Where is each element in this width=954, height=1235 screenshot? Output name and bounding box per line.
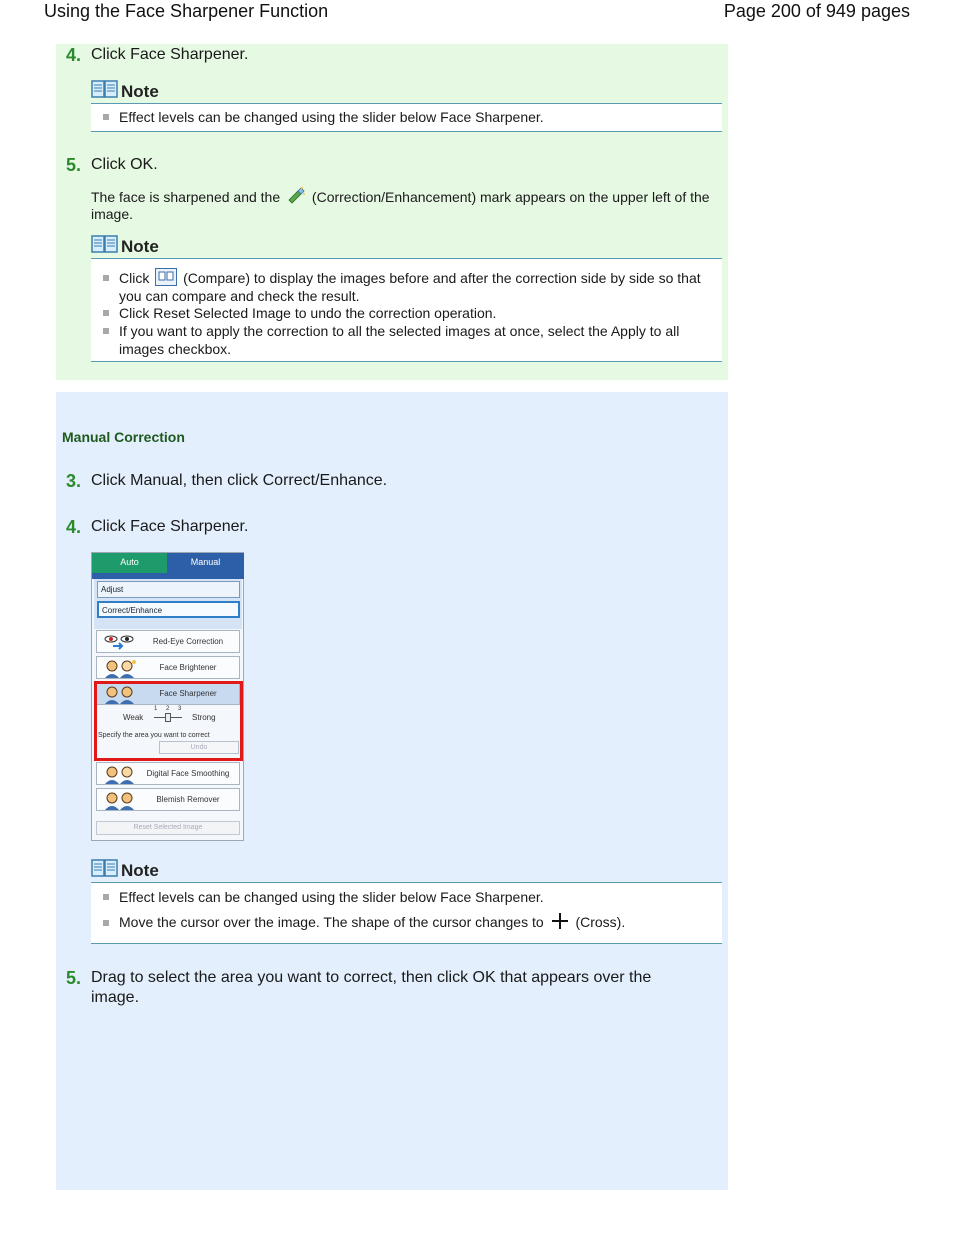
adjust-button[interactable]: Adjust: [97, 581, 240, 598]
note-item: Move the cursor over the image. The shape of the cursor changes to (Cross).: [119, 912, 625, 934]
note-box: [91, 258, 722, 362]
blemish-remover-icon: [103, 792, 137, 812]
digital-face-smoothing-button[interactable]: [96, 762, 240, 785]
bullet-icon: [103, 114, 109, 120]
section-title: Manual Correction: [62, 429, 185, 445]
reset-selected-image-button[interactable]: Reset Selected Image: [96, 821, 240, 835]
note-box: [91, 882, 722, 944]
bullet-icon: [103, 894, 109, 900]
bullet-icon: [103, 328, 109, 334]
page-header-title: Using the Face Sharpener Function: [44, 1, 329, 21]
tab-manual[interactable]: Manual: [167, 553, 244, 575]
note-item: Effect levels can be changed using the slider below Face Sharpener.: [119, 889, 544, 905]
red-eye-correction-button[interactable]: [96, 630, 240, 653]
step-text: Click OK.: [91, 156, 158, 173]
step-text: Click Manual, then click Correct/Enhance.: [91, 472, 388, 489]
page-number: Page 200 of 949 pages: [723, 1, 910, 21]
bullet-icon: [103, 275, 109, 281]
step-number: 4.: [66, 517, 82, 537]
cross-cursor-icon: [551, 912, 569, 934]
button-label: Blemish Remover: [156, 795, 220, 804]
button-label: Face Sharpener: [159, 689, 217, 698]
note-title: Note: [121, 861, 159, 880]
note-item: Click Reset Selected Image to undo the correction operation.: [119, 305, 497, 321]
step-number: 5.: [66, 968, 82, 988]
slider-strong-label: Strong: [192, 713, 216, 722]
bullet-icon: [103, 310, 109, 316]
step-number: 4.: [66, 45, 82, 65]
step-number: 3.: [66, 471, 82, 491]
note-book-icon: [91, 234, 119, 259]
correct-enhance-button[interactable]: Correct/Enhance: [97, 601, 240, 618]
note-heading: [91, 858, 159, 883]
step-number: 5.: [66, 155, 82, 175]
step-text: Click Face Sharpener.: [91, 518, 249, 535]
face-brightener-button[interactable]: [96, 656, 240, 679]
step-description: The face is sharpened and the (Correction/Enhancement) mark appears on the upper left of the: [91, 186, 710, 209]
specify-area-text: Specify the area you want to correct: [98, 732, 210, 739]
button-label: Digital Face Smoothing: [146, 769, 230, 778]
note-title: Note: [121, 82, 159, 101]
note-book-icon: [91, 79, 119, 104]
face-brightener-icon: [103, 660, 137, 680]
step-text-cont: image.: [91, 989, 140, 1006]
blemish-remover-button[interactable]: [96, 788, 240, 811]
note-item-cont: images checkbox.: [119, 341, 232, 357]
note-item: If you want to apply the correction to all the selected images at once, select the Apply to all: [119, 323, 680, 339]
digital-face-smoothing-icon: [103, 766, 137, 786]
note-box: [91, 103, 722, 132]
step-description-cont: image.: [91, 206, 134, 222]
note-title: Note: [121, 237, 159, 256]
note-item: Effect levels can be changed using the slider below Face Sharpener.: [119, 109, 544, 125]
undo-button[interactable]: Undo: [159, 741, 239, 754]
highlight-box: [94, 681, 243, 761]
note-item-cont: you can compare and check the result.: [119, 288, 360, 304]
slider-tick: 1: [154, 706, 158, 712]
tab-auto[interactable]: Auto: [92, 553, 167, 573]
button-label: Red-Eye Correction: [152, 637, 224, 646]
correction-enhancement-mark-icon: [286, 186, 306, 209]
red-eye-icon: [103, 634, 137, 652]
note-item: Click (Compare) to display the images before and after the correction side by side so that: [119, 268, 701, 290]
bullet-icon: [103, 920, 109, 926]
correction-panel-screenshot: [91, 552, 244, 841]
slider-weak-label: Weak: [123, 713, 144, 722]
step-text: Drag to select the area you want to correct, then click OK that appears over the: [91, 969, 652, 986]
mode-area: [94, 579, 242, 629]
note-heading: [91, 79, 159, 104]
button-label: Face Brightener: [159, 663, 217, 672]
slider-tick: 3: [178, 706, 182, 712]
note-book-icon: [91, 858, 119, 883]
step-text: Click Face Sharpener.: [91, 46, 249, 63]
slider-tick: 2: [166, 706, 170, 712]
note-heading: [91, 234, 159, 259]
